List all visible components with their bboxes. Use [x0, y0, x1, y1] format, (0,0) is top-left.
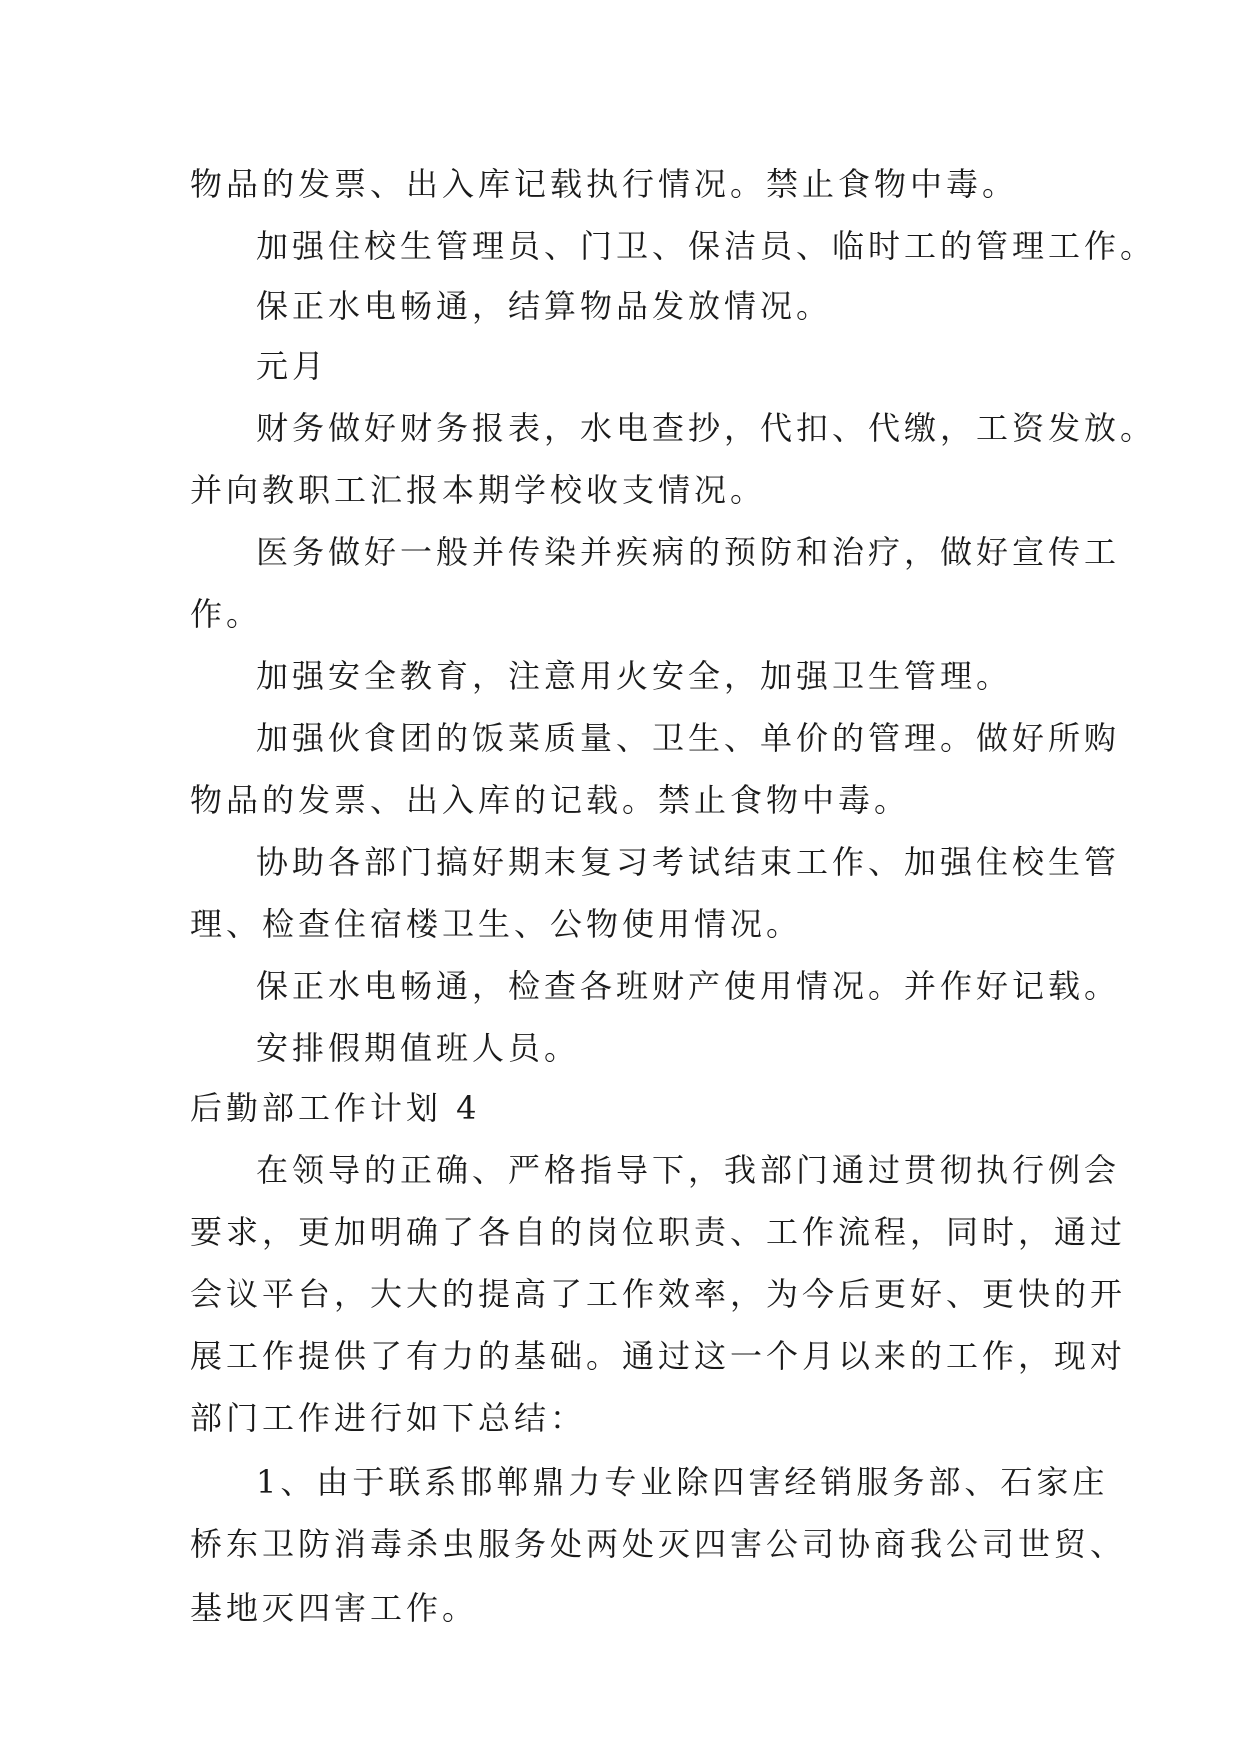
section-heading: 后勤部工作计划 4	[190, 1089, 481, 1127]
text-line: 理、检查住宿楼卫生、公物使用情况。	[190, 905, 803, 943]
text-line: 在领导的正确、严格指导下，我部门通过贯彻执行例会	[256, 1151, 1121, 1189]
text-line: 作。	[190, 595, 263, 633]
text-line: 加强住校生管理员、门卫、保洁员、临时工的管理工作。	[256, 227, 1157, 265]
text-line: 安排假期值班人员。	[256, 1029, 581, 1067]
text-line: 会议平台，大大的提高了工作效率，为今后更好、更快的开	[190, 1275, 1127, 1313]
text-line: 保正水电畅通，检查各班财产使用情况。并作好记载。	[256, 967, 1121, 1005]
text-line: 医务做好一般并传染并疾病的预防和治疗，做好宣传工	[256, 533, 1121, 571]
text-line: 基地灭四害工作。	[190, 1589, 479, 1627]
text-line: 物品的发票、出入库的记载。禁止食物中毒。	[190, 781, 911, 819]
section-heading: 元月	[256, 347, 329, 385]
text-line: 协助各部门搞好期末复习考试结束工作、加强住校生管	[256, 843, 1121, 881]
text-line: 财务做好财务报表，水电查抄，代扣、代缴，工资发放。	[256, 409, 1157, 447]
text-line: 部门工作进行如下总结：	[190, 1399, 587, 1437]
text-line: 展工作提供了有力的基础。通过这一个月以来的工作，现对	[190, 1337, 1127, 1375]
text-line: 加强安全教育，注意用火安全，加强卫生管理。	[256, 657, 1013, 695]
text-line: 物品的发票、出入库记载执行情况。禁止食物中毒。	[190, 165, 1019, 203]
text-line: 并向教职工汇报本期学校收支情况。	[190, 471, 767, 509]
text-line: 桥东卫防消毒杀虫服务处两处灭四害公司协商我公司世贸、	[190, 1525, 1127, 1563]
text-line: 要求，更加明确了各自的岗位职责、工作流程，同时，通过	[190, 1213, 1127, 1251]
text-line: 1、由于联系邯郸鼎力专业除四害经销服务部、石家庄	[256, 1463, 1109, 1501]
text-line: 保正水电畅通，结算物品发放情况。	[256, 287, 833, 325]
text-line: 加强伙食团的饭菜质量、卫生、单价的管理。做好所购	[256, 719, 1121, 757]
